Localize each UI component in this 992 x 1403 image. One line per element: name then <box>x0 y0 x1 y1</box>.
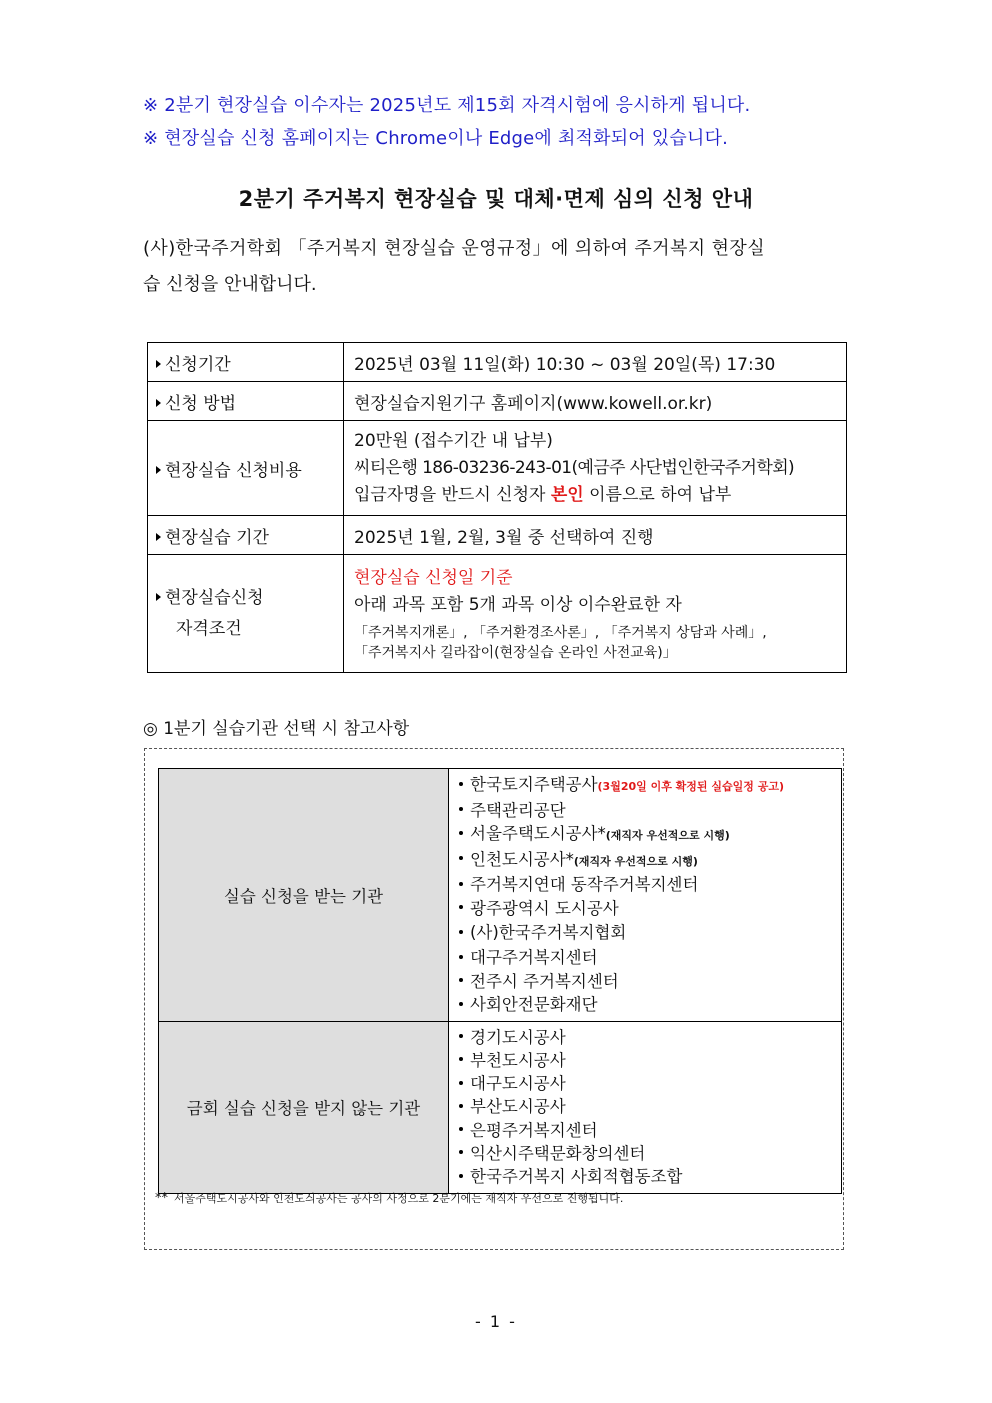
bullet-icon <box>459 1174 463 1178</box>
footnote <box>155 1190 623 1206</box>
qual-label-cell <box>148 555 344 673</box>
qual-label-2: 자격조건 <box>176 618 242 639</box>
list-item <box>459 873 841 897</box>
bullet-icon <box>459 978 463 982</box>
cost-bank-account: 씨티은행 186-03236-243-01(예금주 사단법인한국주거학회) <box>354 457 795 478</box>
qual-requirement: 아래 과목 포함 5개 과목 이상 이수완료한 자 <box>354 594 682 615</box>
notice-exam: ※ 2분기 현장실습 이수자는 2025년도 제15회 자격시험에 응시하게 됩니다. <box>143 95 751 116</box>
list-item <box>459 822 841 848</box>
institution-name: 전주시 주거복지센터 <box>470 971 619 991</box>
reference-heading: ◎ 1분기 실습기관 선택 시 참고사항 <box>143 719 410 739</box>
application-info-table <box>147 342 847 673</box>
bullet-icon <box>459 807 463 811</box>
row-period <box>148 343 847 382</box>
practice-value: 2025년 1월, 2월, 3월 중 선택하여 진행 <box>344 516 847 555</box>
bullet-icon <box>459 905 463 909</box>
row-cost <box>148 421 847 516</box>
row-not-accepting <box>159 1021 842 1193</box>
not-accepting-label: 금회 실습 신청을 받지 않는 기관 <box>159 1021 449 1193</box>
row-practice-period <box>148 516 847 555</box>
list-item <box>459 1142 841 1165</box>
row-qualification <box>148 555 847 673</box>
institution-name: 대구주거복지센터 <box>470 948 598 967</box>
bullet-icon <box>459 1104 463 1108</box>
list-item <box>459 1026 841 1049</box>
accepting-label: 실습 신청을 받는 기관 <box>159 769 449 1022</box>
institution-name: 주거복지연대 동작주거복지센터 <box>470 875 699 894</box>
list-item <box>459 1165 841 1188</box>
qual-basis: 현장실습 신청일 기준 <box>354 567 513 588</box>
qual-subjects-1: 「주거복지개론」, 「주거환경조사론」, 「주거복지 상담과 사례」, <box>354 624 767 641</box>
period-value: 2025년 03월 11일(화) 10:30 ~ 03월 20일(목) 17:30 <box>344 343 847 382</box>
triangle-right-icon <box>156 593 161 601</box>
row-method <box>148 382 847 421</box>
cost-label: 현장실습 신청비용 <box>165 460 302 481</box>
practice-label-cell <box>148 516 344 555</box>
bullet-icon <box>459 782 463 786</box>
intro-line-2: 습 신청을 안내합니다. <box>143 274 317 295</box>
bullet-icon <box>459 1150 463 1154</box>
institution-name: 서울주택도시공사* <box>470 824 606 843</box>
cost-label-cell <box>148 421 344 516</box>
institution-name: 한국주거복지 사회적협동조합 <box>470 1167 683 1187</box>
institution-name: 은평주거복지센터 <box>470 1120 598 1140</box>
bullet-icon <box>459 1057 463 1061</box>
not-accepting-list <box>449 1021 842 1193</box>
bullet-icon <box>459 1034 463 1038</box>
list-item <box>459 1072 841 1095</box>
self-emphasis: 본인 <box>550 484 584 505</box>
method-label-cell <box>148 382 344 421</box>
qual-value <box>344 555 847 673</box>
list-item <box>459 897 841 921</box>
list-item <box>459 1049 841 1072</box>
institution-name: 부천도시공사 <box>470 1050 566 1070</box>
list-item <box>459 799 841 823</box>
reference-box <box>144 748 844 1250</box>
page-title: 2분기 주거복지 현장실습 및 대체·면제 심의 신청 안내 <box>238 187 754 211</box>
institution-name: 경기도시공사 <box>470 1027 566 1047</box>
bullet-icon <box>459 882 463 886</box>
institution-table <box>158 768 842 1194</box>
period-label: 신청기간 <box>165 354 231 375</box>
list-item <box>459 946 841 970</box>
list-item <box>459 848 841 874</box>
bullet-icon <box>459 1081 463 1085</box>
cost-depositor-rule: 입금자명을 반드시 신청자 본인 이름으로 하여 납부 <box>354 484 732 505</box>
triangle-right-icon <box>156 533 161 541</box>
notice-browser: ※ 현장실습 신청 홈페이지는 Chrome이나 Edge에 최적화되어 있습니다. <box>143 128 729 149</box>
institution-name: 사회안전문화재단 <box>470 995 598 1014</box>
bullet-icon <box>459 955 463 959</box>
institution-name: 주택관리공단 <box>470 800 566 820</box>
institution-note: (재직자 우선적으로 시행) <box>605 829 730 842</box>
institution-name: 대구도시공사 <box>470 1074 566 1094</box>
intro-line-1: (사)한국주거학회 「주거복지 현장실습 운영규정」에 의하여 주거복지 현장실 <box>143 238 766 259</box>
row-accepting <box>159 769 842 1022</box>
institution-name: 익산시주택문화창의센터 <box>470 1143 646 1163</box>
list-item <box>459 1119 841 1142</box>
institution-name: 부산도시공사 <box>470 1097 566 1117</box>
bullet-icon <box>459 831 463 835</box>
list-item <box>459 773 841 799</box>
list-item <box>459 920 841 946</box>
bullet-icon <box>459 930 463 934</box>
cost-value <box>344 421 847 516</box>
institution-note: (재직자 우선적으로 시행) <box>573 854 698 868</box>
institution-name: (사)한국주거복지협회 <box>470 923 627 942</box>
qual-label-1: 현장실습신청 <box>156 585 333 612</box>
bullet-icon <box>459 856 463 860</box>
accepting-list <box>449 769 842 1022</box>
list-item <box>459 993 841 1017</box>
triangle-right-icon <box>156 399 161 407</box>
institution-name: 광주광역시 도시공사 <box>470 898 619 918</box>
institution-note: (3월20일 이후 확정된 실습일정 공고) <box>597 780 784 793</box>
qual-subjects-2: 「주거복지사 길라잡이(현장실습 온라인 사전교육)」 <box>354 644 677 661</box>
cost-amount: 20만원 (접수기간 내 납부) <box>354 430 553 451</box>
method-label: 신청 방법 <box>165 393 237 414</box>
period-label-cell <box>148 343 344 382</box>
triangle-right-icon <box>156 360 161 368</box>
practice-label: 현장실습 기간 <box>165 527 269 548</box>
list-item <box>459 1095 841 1118</box>
footnote-mark: ** <box>155 1191 168 1206</box>
bullet-icon <box>459 1002 463 1006</box>
list-item <box>459 970 841 994</box>
institution-name: 인천도시공사* <box>470 849 574 869</box>
method-value: 현장실습지원기구 홈페이지(www.kowell.or.kr) <box>344 382 847 421</box>
bullet-icon <box>459 1127 463 1131</box>
institution-name: 한국토지주택공사 <box>470 775 598 794</box>
footnote-text: 서울주택도시공사와 인천도싀공사는 공사의 사정으로 2분기에는 재직자 우선으로 진행됩니다. <box>174 1192 624 1205</box>
triangle-right-icon <box>156 466 161 474</box>
page-number: - 1 - <box>475 1312 517 1331</box>
